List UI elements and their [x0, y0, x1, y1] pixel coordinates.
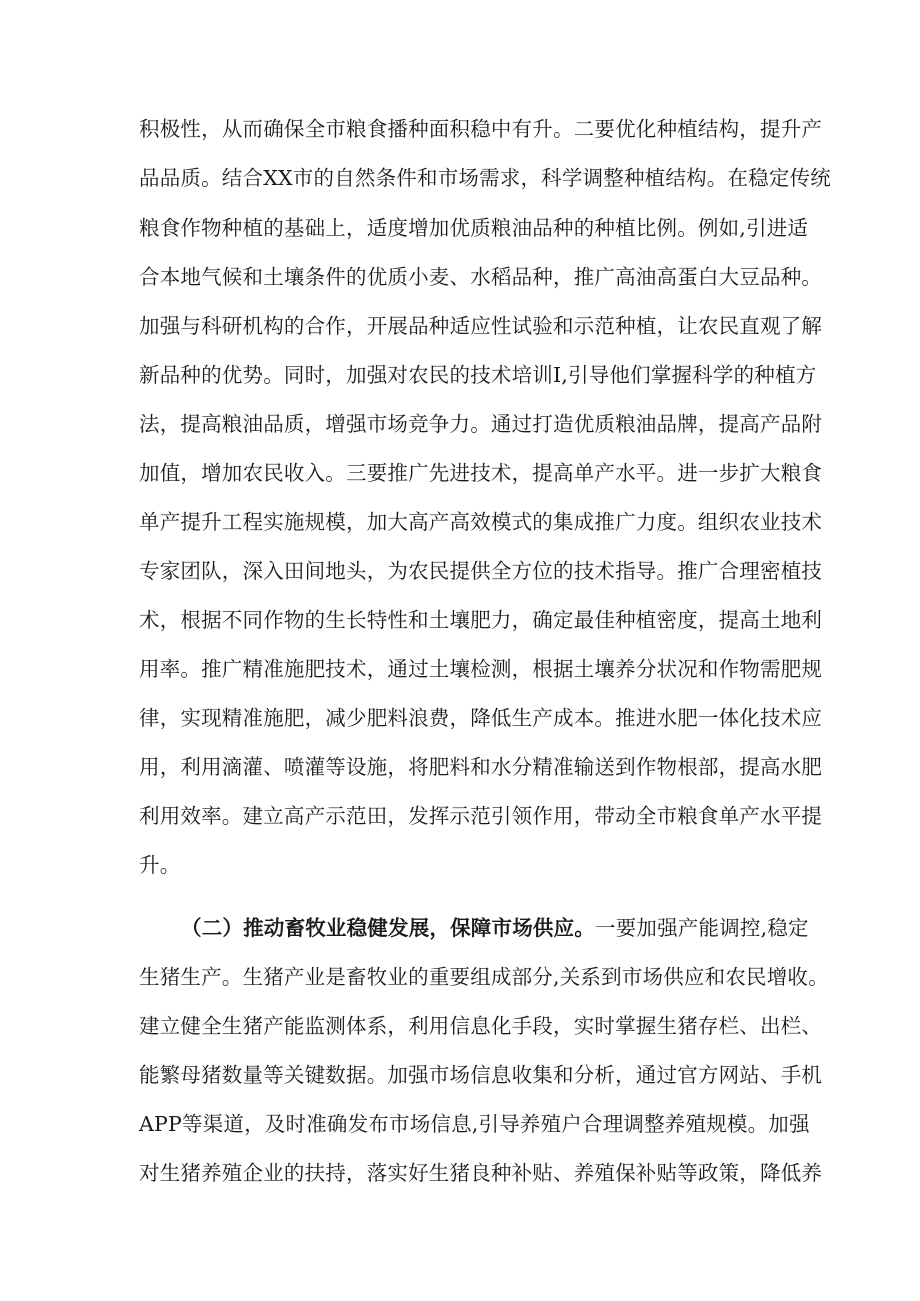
paragraph-line: 专家团队，深入田间地头，为农民提供全方位的技术指导。推广合理密植技 [139, 559, 823, 583]
paragraph-line: 用，利用滴灌、喷灌等设施，将肥料和水分精准输送到作物根部，提高水肥 [139, 755, 823, 779]
paragraph-line: 建立健全生猪产能监测体系，利用信息化手段，实时掌握生猪存栏、出栏、 [139, 1014, 823, 1038]
paragraph-line: 对生猪养殖企业的扶持，落实好生猪良种补贴、养殖保补贴等政策，降低养 [139, 1161, 823, 1185]
paragraph-line: 新品种的优势。同时，加强对农民的技术培训I,引导他们掌握科学的种植方 [139, 363, 817, 387]
paragraph-line: APP等渠道，及时准确发布市场信息,引导养殖户合理调整养殖规模。加强 [139, 1112, 810, 1136]
paragraph-line: 单产提升工程实施规模，加大高产高效模式的集成推广力度。组织农业技术 [139, 510, 823, 534]
paragraph-line: 加强与科研机构的合作，开展品种适应性试验和示范种植，让农民直观了解 [139, 314, 823, 338]
paragraph-line: 利用效率。建立高产示范田，发挥示范引领作用，带动全市粮食单产水平提 [139, 804, 823, 828]
section-heading-line [181, 913, 809, 943]
paragraph-line: 品品质。结合XX市的自然条件和市场需求，科学调整种植结构。在稳定传统 [139, 166, 831, 190]
paragraph-line: 律，实现精准施肥，减少肥料浪费，降低生产成本。推进水肥一体化技术应 [139, 706, 823, 730]
paragraph-line: 用率。推广精准施肥技术，通过土壤检测，根据土壤养分状况和作物需肥规 [139, 657, 823, 681]
paragraph-line: 术，根据不同作物的生长特性和土壤肥力，确定最佳种植密度，提高土地利 [139, 608, 823, 632]
paragraph-line: 加值，增加农民收入。三要推广先进技术，提高单产水平。进一步扩大粮食 [139, 461, 823, 485]
section-first-line-text: 一要加强产能调控,稳定 [595, 916, 809, 940]
paragraph-line: 合本地气候和土壤条件的优质小麦、水稻品种，推广高油高蛋白大豆品种。 [139, 265, 823, 289]
paragraph-line: 升。 [139, 853, 181, 877]
paragraph-line: 粮食作物种植的基础上，适度增加优质粮油品种的种植比例。例如,引进适 [139, 216, 809, 240]
paragraph-line: 能繁母猪数量等关键数据。加强市场信息收集和分析，通过官方网站、手机 [139, 1063, 823, 1087]
paragraph-line: 法，提高粮油品质，增强市场竞争力。通过打造优质粮油品牌，提高产品附 [139, 412, 823, 436]
paragraph-line: 积极性，从而确保全市粮食播种面积稳中有升。二要优化种植结构，提升产 [139, 117, 823, 141]
section-heading: （二）推动畜牧业稳健发展，保障市场供应。 [181, 916, 595, 940]
paragraph-line: 生猪生产。生猪产业是畜牧业的重要组成部分,关系到市场供应和农民增收。 [139, 965, 829, 989]
